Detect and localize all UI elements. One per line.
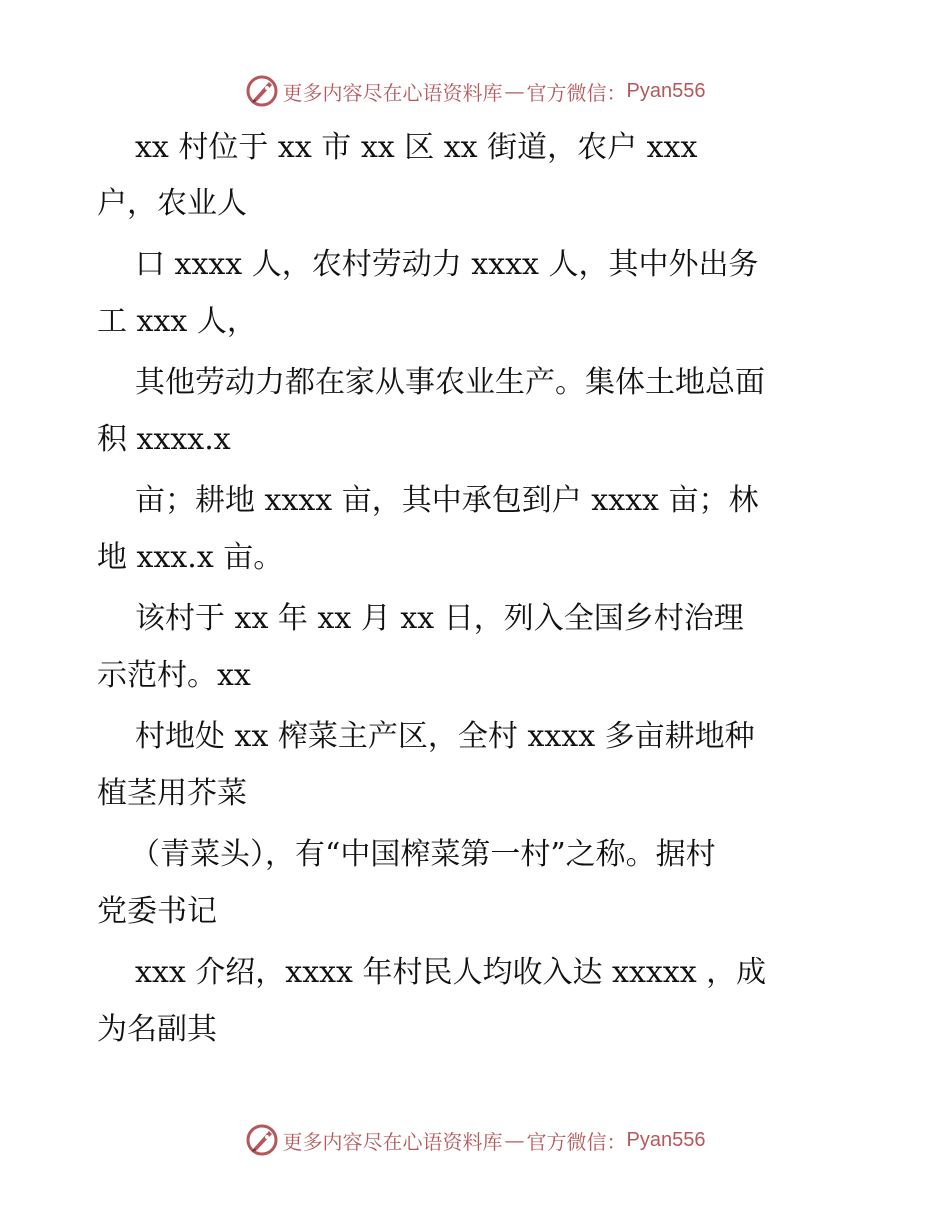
text-line: （青菜头），有“中国榨菜第一村”之称。据村 (130, 837, 716, 872)
text-line: 地 xxx.x 亩。 (97, 540, 284, 575)
header-wechat-label: 官方微信： (526, 80, 627, 105)
text-line: 村地处 xx 榨菜主产区，全村 xxxx 多亩耕地种 (135, 719, 755, 754)
header-wechat-id: Pyan556 (626, 79, 706, 102)
pen-logo-icon (245, 74, 279, 108)
text-line: 为名副其 (97, 1012, 217, 1047)
text-line: 党委书记 (97, 894, 217, 929)
text-line: 其他劳动力都在家从事农业生产。集体土地总面 (135, 365, 765, 400)
pen-logo-icon (245, 1123, 279, 1157)
text-line: 工 xxx 人， (97, 304, 257, 339)
text-line: 口 xxxx 人，农村劳动力 xxxx 人，其中外出务 (135, 247, 759, 282)
footer-wechat-label: 官方微信： (526, 1129, 627, 1154)
text-line: 植茎用芥菜 (97, 776, 247, 811)
header-dash: — (504, 79, 525, 103)
header-slogan: 更多内容尽在心语资料库 (282, 80, 503, 105)
text-line: 亩；耕地 xxxx 亩，其中承包到户 xxxx 亩；林 (135, 483, 759, 518)
text-line: xxx 介绍，xxxx 年村民人均收入达 xxxxx ，成 (135, 955, 767, 990)
footer-banner (0, 1120, 950, 1160)
header-banner (0, 71, 950, 111)
text-line: 该村于 xx 年 xx 月 xx 日，列入全国乡村治理 (135, 601, 744, 636)
text-line: 示范村。xx (97, 658, 251, 693)
text-line: 积 xxxx.x (97, 422, 231, 457)
footer-wechat-id: Pyan556 (626, 1128, 706, 1151)
footer-dash: — (504, 1128, 525, 1152)
footer-slogan: 更多内容尽在心语资料库 (282, 1129, 503, 1154)
text-line: xx 村位于 xx 市 xx 区 xx 街道，农户 xxx (135, 130, 698, 165)
text-line: 户，农业人 (97, 186, 247, 221)
